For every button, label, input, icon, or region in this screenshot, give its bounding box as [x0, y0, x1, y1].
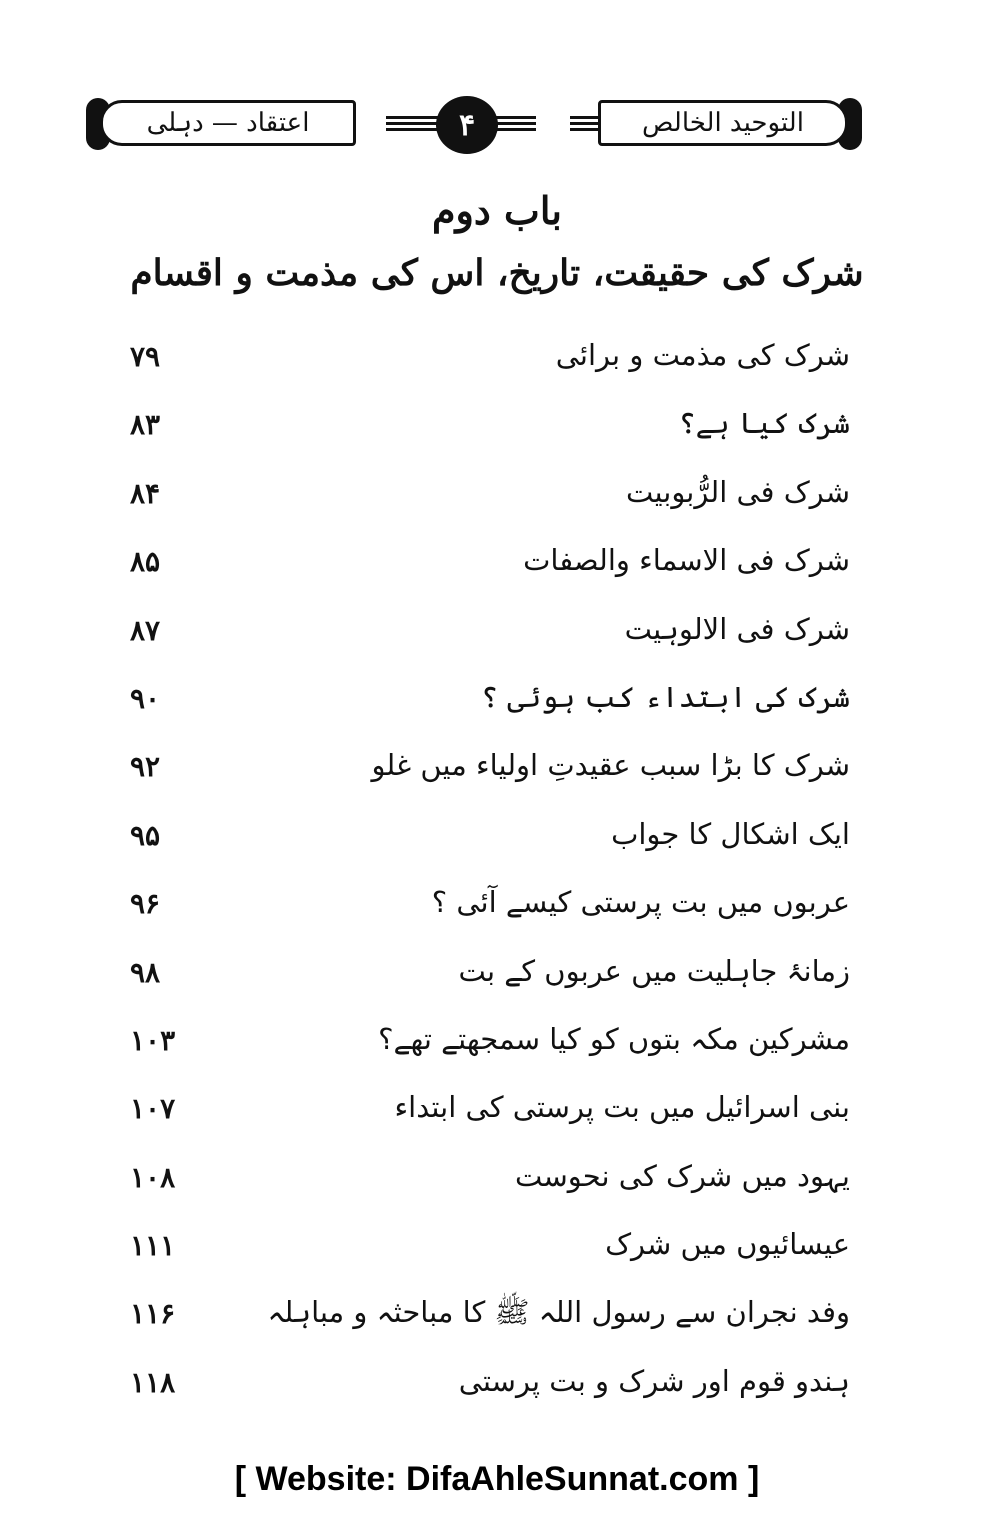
toc-page: ۸۷: [130, 613, 161, 647]
toc-title: شرک کا بڑا سبب عقیدتِ اولیاء میں غلو: [371, 748, 850, 783]
toc-page: ۱۰۳: [130, 1023, 176, 1057]
toc-page: ۱۱۶: [130, 1297, 176, 1331]
toc-entry[interactable]: [120, 1356, 850, 1424]
chapter-heading: باب دوم: [432, 188, 562, 233]
book-title-box: [598, 100, 848, 146]
toc-entry[interactable]: [120, 330, 850, 398]
toc-page: ۸۳: [130, 408, 161, 442]
page-header: [86, 96, 862, 156]
toc-entry[interactable]: [120, 946, 850, 1014]
toc-title: شرک فی الاسماء والصفات: [523, 543, 850, 578]
toc-page: ۱۱۱: [130, 1229, 176, 1263]
toc-page: ۹۸: [130, 955, 161, 989]
toc-entry[interactable]: [120, 1219, 850, 1287]
toc-entry[interactable]: [120, 1014, 850, 1082]
toc-title: یہود میں شرک کی نحوست: [515, 1158, 850, 1193]
toc-title: وفد نجران سے رسول اللہ ﷺ کا مباحثہ و مباہلہ: [267, 1295, 850, 1330]
toc-entry[interactable]: [120, 398, 850, 466]
toc-page: ۹۲: [130, 750, 161, 784]
toc-entry[interactable]: [120, 467, 850, 535]
book-title: التوحید الخالص: [642, 108, 804, 138]
table-of-contents: [120, 330, 850, 1424]
toc-entry[interactable]: [120, 1287, 850, 1355]
toc-title: شرک فی الرُّبوبیت: [626, 474, 850, 509]
toc-page: ۹۰: [130, 681, 161, 715]
toc-title: زمانۂ جاہلیت میں عربوں کے بت: [458, 953, 850, 988]
toc-page: ۹۶: [130, 887, 161, 921]
toc-title: شرک کی مذمت و برائی: [555, 338, 850, 372]
toc-entry[interactable]: [120, 740, 850, 808]
toc-page: ۱۱۸: [130, 1365, 176, 1399]
toc-entry[interactable]: [120, 672, 850, 740]
toc-entry[interactable]: [120, 1151, 850, 1219]
chapter-subtitle: شرک کی حقیقت، تاریخ، اس کی مذمت و اقسام: [130, 252, 864, 294]
toc-title: عیسائیوں میں شرک: [605, 1227, 850, 1262]
toc-entry[interactable]: [120, 604, 850, 672]
page-number: ۴: [458, 107, 476, 143]
toc-page: ۷۹: [130, 340, 161, 373]
toc-entry[interactable]: [120, 535, 850, 603]
toc-title: ہندو قوم اور شرک و بت پرستی: [458, 1363, 850, 1398]
website-footer: [ Website: DifaAhleSunnat.com ]: [234, 1460, 760, 1498]
publisher-label: اعتقاد — دہلی: [146, 108, 310, 138]
toc-page: ۹۵: [130, 818, 161, 852]
toc-title: شرک کی ابتداء کب ہوئی ؟: [481, 679, 850, 714]
toc-title: بنی اسرائیل میں بت پرستی کی ابتداء: [394, 1090, 850, 1125]
page-number-badge: [436, 96, 498, 154]
toc-title: ایک اشکال کا جواب: [611, 816, 850, 851]
toc-page: ۸۵: [130, 545, 161, 579]
toc-page: ۱۰۷: [130, 1092, 176, 1126]
toc-title: شرک فی الالوہیت: [624, 611, 850, 646]
toc-entry[interactable]: [120, 809, 850, 877]
toc-entry[interactable]: [120, 877, 850, 945]
toc-title: مشرکین مکہ بتوں کو کیا سمجھتے تھے؟: [378, 1021, 850, 1056]
toc-page: ۱۰۸: [130, 1160, 176, 1194]
publisher-box: [100, 100, 356, 146]
toc-page: ۸۴: [130, 476, 161, 510]
toc-title: شرک کیا ہے؟: [678, 406, 850, 441]
toc-entry[interactable]: [120, 1082, 850, 1150]
toc-title: عربوں میں بت پرستی کیسے آئی ؟: [431, 885, 850, 920]
